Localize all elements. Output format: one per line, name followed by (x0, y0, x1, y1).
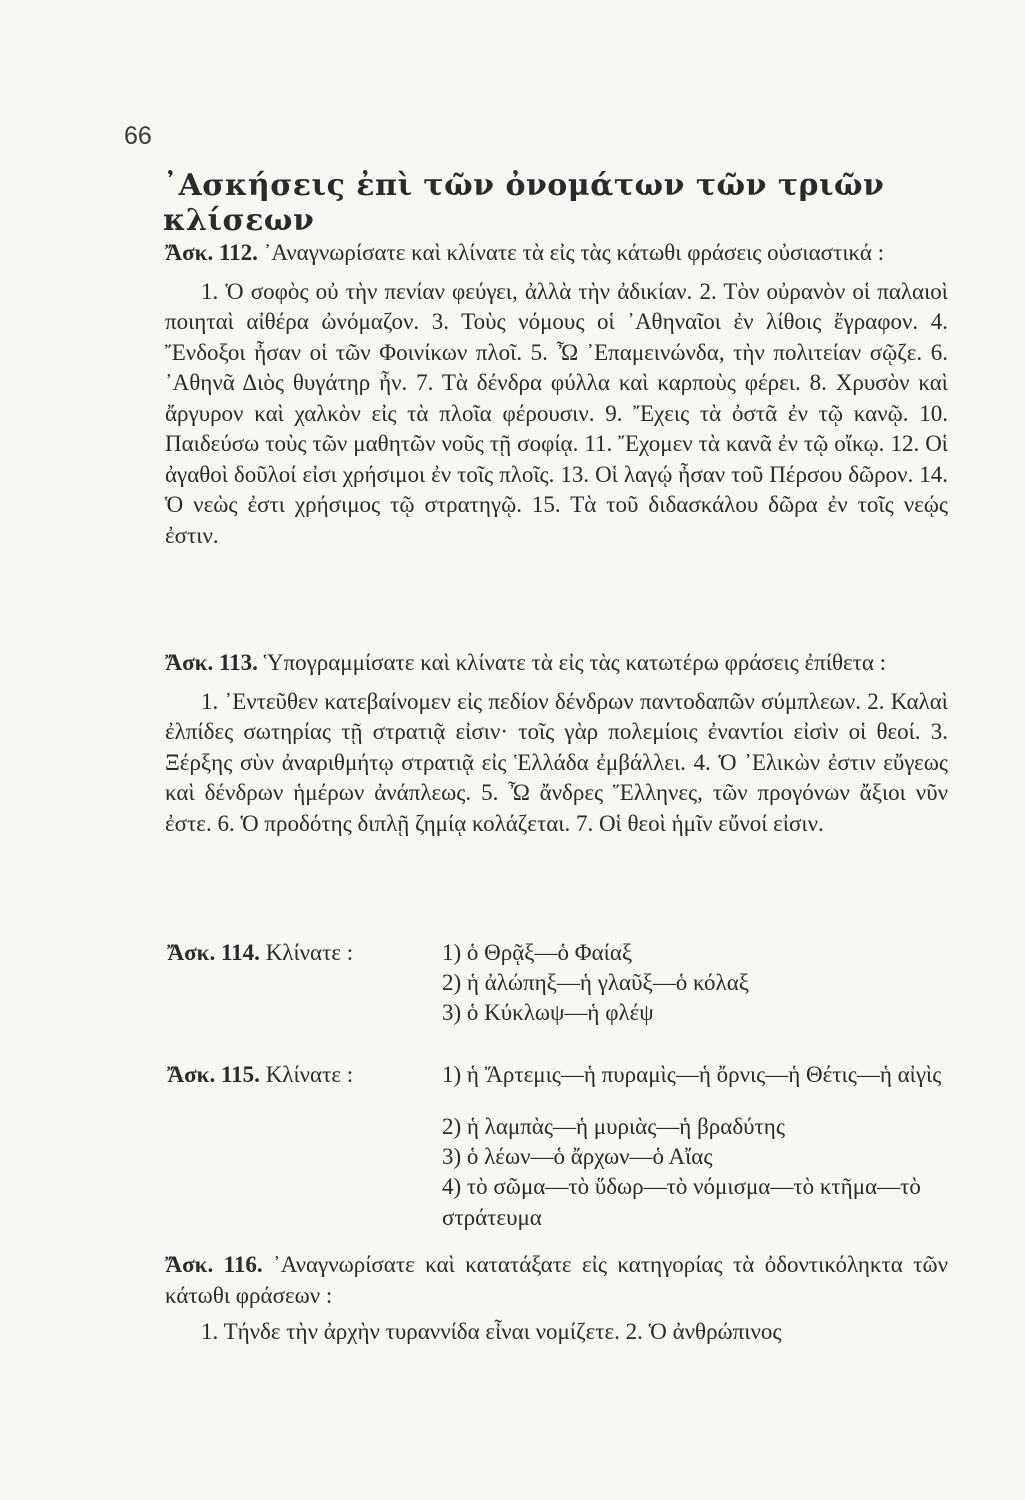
chapter-title: ᾿Ασκήσεις ἐπὶ τῶν ὀνομάτων τῶν τριῶν κλίσεων (163, 168, 885, 238)
exercise-113-instruction: Ὑπογραμμίσατε καὶ κλίνατε τὰ εἰς τὰς κατωτέρω φράσεις ἐπίθετα : (263, 650, 887, 675)
exercise-112-instruction: ᾿Αναγνωρίσατε καὶ κλίνατε τὰ εἰς τὰς κάτωθι φράσεις οὐσιαστικά : (263, 240, 885, 265)
exercise-113-text: 1. ᾿Εντεῦθεν κατεβαίνομεν εἰς πεδίον δένδρων παντοδαπῶν σύμπλεων. 2. Καλαὶ ἐλπίδες σωτηρίας τῇ στρατιᾷ εἰσιν· τοῖς γὰρ πολεμίοις ἐναντίοι εἰσὶν οἱ θεοί. 3. Ξέρξης σὺν ἀναριθμήτῳ στρατιᾷ εἰς Ἑλλάδα ἐμβάλλει. 4. Ὁ ᾿Ελικὼν ἐστιν εὔγεως καὶ δένδρων ἡμέρων ἀνάπλεως. 5. Ὦ ἄνδρες Ἕλληνες, τῶν προγόνων ἄξιοι νῦν ἐστε. 6. Ὁ προδότης διπλῇ ζημίᾳ κολάζεται. 7. Οἱ θεοὶ ἡμῖν εὔνοί εἰσιν. (165, 688, 948, 836)
exercise-114-item: 1) ὁ Θρᾷξ—ὁ Φαίαξ (442, 940, 633, 965)
exercise-115-verb: Κλίνατε : (265, 1062, 354, 1087)
exercise-113-heading (165, 648, 948, 679)
exercise-112-heading (165, 238, 948, 269)
exercise-114-verb: Κλίνατε : (265, 940, 354, 965)
exercise-116-label: Ἄσκ. 116. (165, 1252, 263, 1277)
exercise-115-item: 1) ἡ Ἄρτεμις—ἡ πυραμὶς—ἡ ὄρνις—ἡ Θέτις—ἡ αἰγὶς (442, 1062, 942, 1087)
page-number: 66 (124, 122, 152, 150)
exercise-116 (165, 1250, 948, 1348)
exercise-115-item: 2) ἡ λαμπὰς—ἡ μυριὰς—ἡ βραδύτης (442, 1114, 785, 1139)
exercise-114-label: Ἄσκ. 114. (167, 940, 260, 965)
exercise-115-item: 4) τὸ σῶμα—τὸ ὕδωρ—τὸ νόμισμα—τὸ κτῆμα—τὸ στράτευμα (442, 1174, 921, 1230)
exercise-114-heading (167, 938, 353, 969)
exercise-116-instruction: ᾿Αναγνωρίσατε καὶ κατατάξατε εἰς κατηγορίας τὰ ὀδοντικόληκτα τῶν κάτωθι φράσεων : (165, 1252, 949, 1308)
exercise-113-label: Ἄσκ. 113. (165, 650, 258, 675)
exercise-116-text: 1. Τήνδε τὴν ἀρχὴν τυραννίδα εἶναι νομίζετε. 2. Ὁ ἀνθρώπινος (201, 1319, 782, 1344)
exercise-115-heading (167, 1060, 353, 1091)
exercise-115-item: 3) ὁ λέων—ὁ ἄρχων—ὁ Αἴας (442, 1144, 713, 1169)
exercise-115-label: Ἄσκ. 115. (167, 1062, 260, 1087)
exercise-112-label: Ἄσκ. 112. (165, 240, 258, 265)
exercise-114-item: 2) ἡ ἀλώπηξ—ἡ γλαῦξ—ὁ κόλαξ (442, 970, 749, 995)
exercise-112 (165, 238, 948, 551)
exercise-113 (165, 648, 948, 839)
exercise-114-item: 3) ὁ Κύκλωψ—ἡ φλέψ (442, 1000, 654, 1025)
exercise-112-text: 1. Ὁ σοφὸς οὐ τὴν πενίαν φεύγει, ἀλλὰ τὴν ἀδικίαν. 2. Τὸν οὐρανὸν οἱ παλαιοὶ ποιηταὶ αἰθέρα ὠνόμαζον. 3. Τοὺς νόμους οἱ ᾿Αθηναῖοι ἐν λίθοις ἔγραφον. 4. Ἔνδοξοι ἦσαν οἱ τῶν Φοινίκων πλοῖ. 5. Ὦ ᾿Επαμεινώνδα, τὴν πολιτείαν σῷζε. 6. ᾿Αθηνᾶ Διὸς θυγάτηρ ἦν. 7. Τὰ δένδρα φύλλα καὶ καρποὺς φέρει. 8. Χρυσὸν καὶ ἄργυρον καὶ χαλκὸν εἰς τὰ πλοῖα φέρουσιν. 9. Ἔχεις τὰ ὀστᾶ ἐν τῷ κανῷ. 10. Παιδεύσω τοὺς τῶν μαθητῶν νοῦς τῇ σοφίᾳ. 11. Ἔχομεν τὰ κανᾶ ἐν τῷ οἴκῳ. 12. Οἱ ἀγαθοὶ δοῦλοί εἰσι χρήσιμοι ἐν τοῖς πλοῖς. 13. Οἱ λαγῴ ἦσαν τοῦ Πέρσου δῶρον. 14. Ὁ νεὼς ἐστι χρήσιμος τῷ στρατηγῷ. 15. Τὰ τοῦ διδασκάλου δῶρα ἐν τοῖς νεῴς ἐστιν. (165, 278, 948, 548)
exercise-116-heading (165, 1250, 948, 1311)
